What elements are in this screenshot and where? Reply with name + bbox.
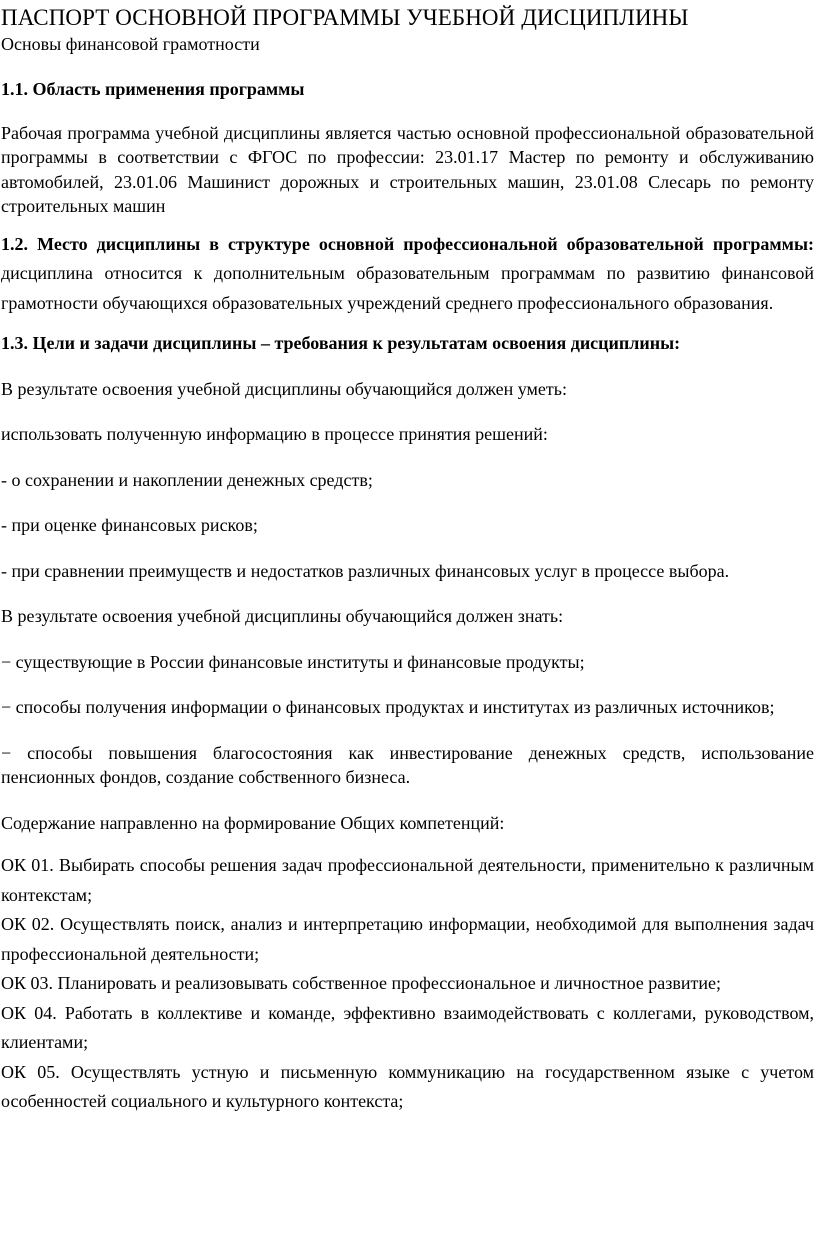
section-1-1-heading: 1.1. Область применения программы [1,79,305,99]
section-1-2-text: дисциплина относится к дополнительным образовательным программам по развитию финансовой грамотности обучающихся образовательных учреждений среднего профессионального образования. [1,263,814,313]
knowledge-intro: В результате освоения учебной дисциплины обучающийся должен знать: [1,606,564,626]
competencies-intro: Содержание направленно на формирование Общих компетенций: [1,812,505,833]
section-1-2-paragraph [1,230,814,319]
competency-item: ОК 01. Выбирать способы решения задач профессиональной деятельности, применительно к различным контекстам; [1,855,814,905]
skill-item: - при оценке финансовых рисков; [1,515,258,535]
competency-item: ОК 05. Осуществлять устную и письменную коммуникацию на государственном языке с учетом особенностей социального и культурного контекста; [1,1061,814,1111]
knowledge-item: − способы повышения благосостояния как инвестирование денежных средств, использование пенсионных фондов, создание собственного бизнеса. [1,742,814,787]
section-1-1-text: Рабочая программа учебной дисциплины является частью основной профессиональной образовательной программы в соответствии с ФГОС по профессии: 23.01.17 Мастер по ремонту и обслуживанию автомобилей, 23.01.06 Машинист дорожных и строительных машин, 23.01.08 Слесарь по ремонту строительных машин [1,122,814,216]
skill-item: использовать полученную информацию в процессе принятия решений: [1,424,548,444]
competency-item: ОК 04. Работать в коллективе и команде, эффективно взаимодействовать с коллегами, руководством, клиентами; [1,1002,814,1052]
knowledge-item: − способы получения информации о финансовых продуктах и институтах из различных источников; [1,697,775,717]
document-title: ПАСПОРТ ОСНОВНОЙ ПРОГРАММЫ УЧЕБНОЙ ДИСЦИПЛИНЫ [1,5,689,30]
section-1-3-heading: 1.3. Цели и задачи дисциплины – требования к результатам освоения дисциплины: [1,333,681,353]
skill-item: - при сравнении преимуществ и недостатков различных финансовых услуг в процессе выбора. [1,560,730,581]
knowledge-item: − существующие в России финансовые институты и финансовые продукты; [1,651,585,672]
skills-intro: В результате освоения учебной дисциплины обучающийся должен уметь: [1,378,567,399]
competency-item: ОК 03. Планировать и реализовывать собственное профессиональное и личностное развитие; [1,973,721,993]
skill-item: - о сохранении и накоплении денежных средств; [1,469,373,490]
competency-item: ОК 02. Осуществлять поиск, анализ и интерпретацию информации, необходимой для выполнения задач профессиональной деятельности; [1,914,814,964]
section-1-2-heading: 1.2. Место дисциплины в структуре основной профессиональной образовательной программы: [1,233,814,254]
discipline-name: Основы финансовой грамотности [1,34,260,54]
